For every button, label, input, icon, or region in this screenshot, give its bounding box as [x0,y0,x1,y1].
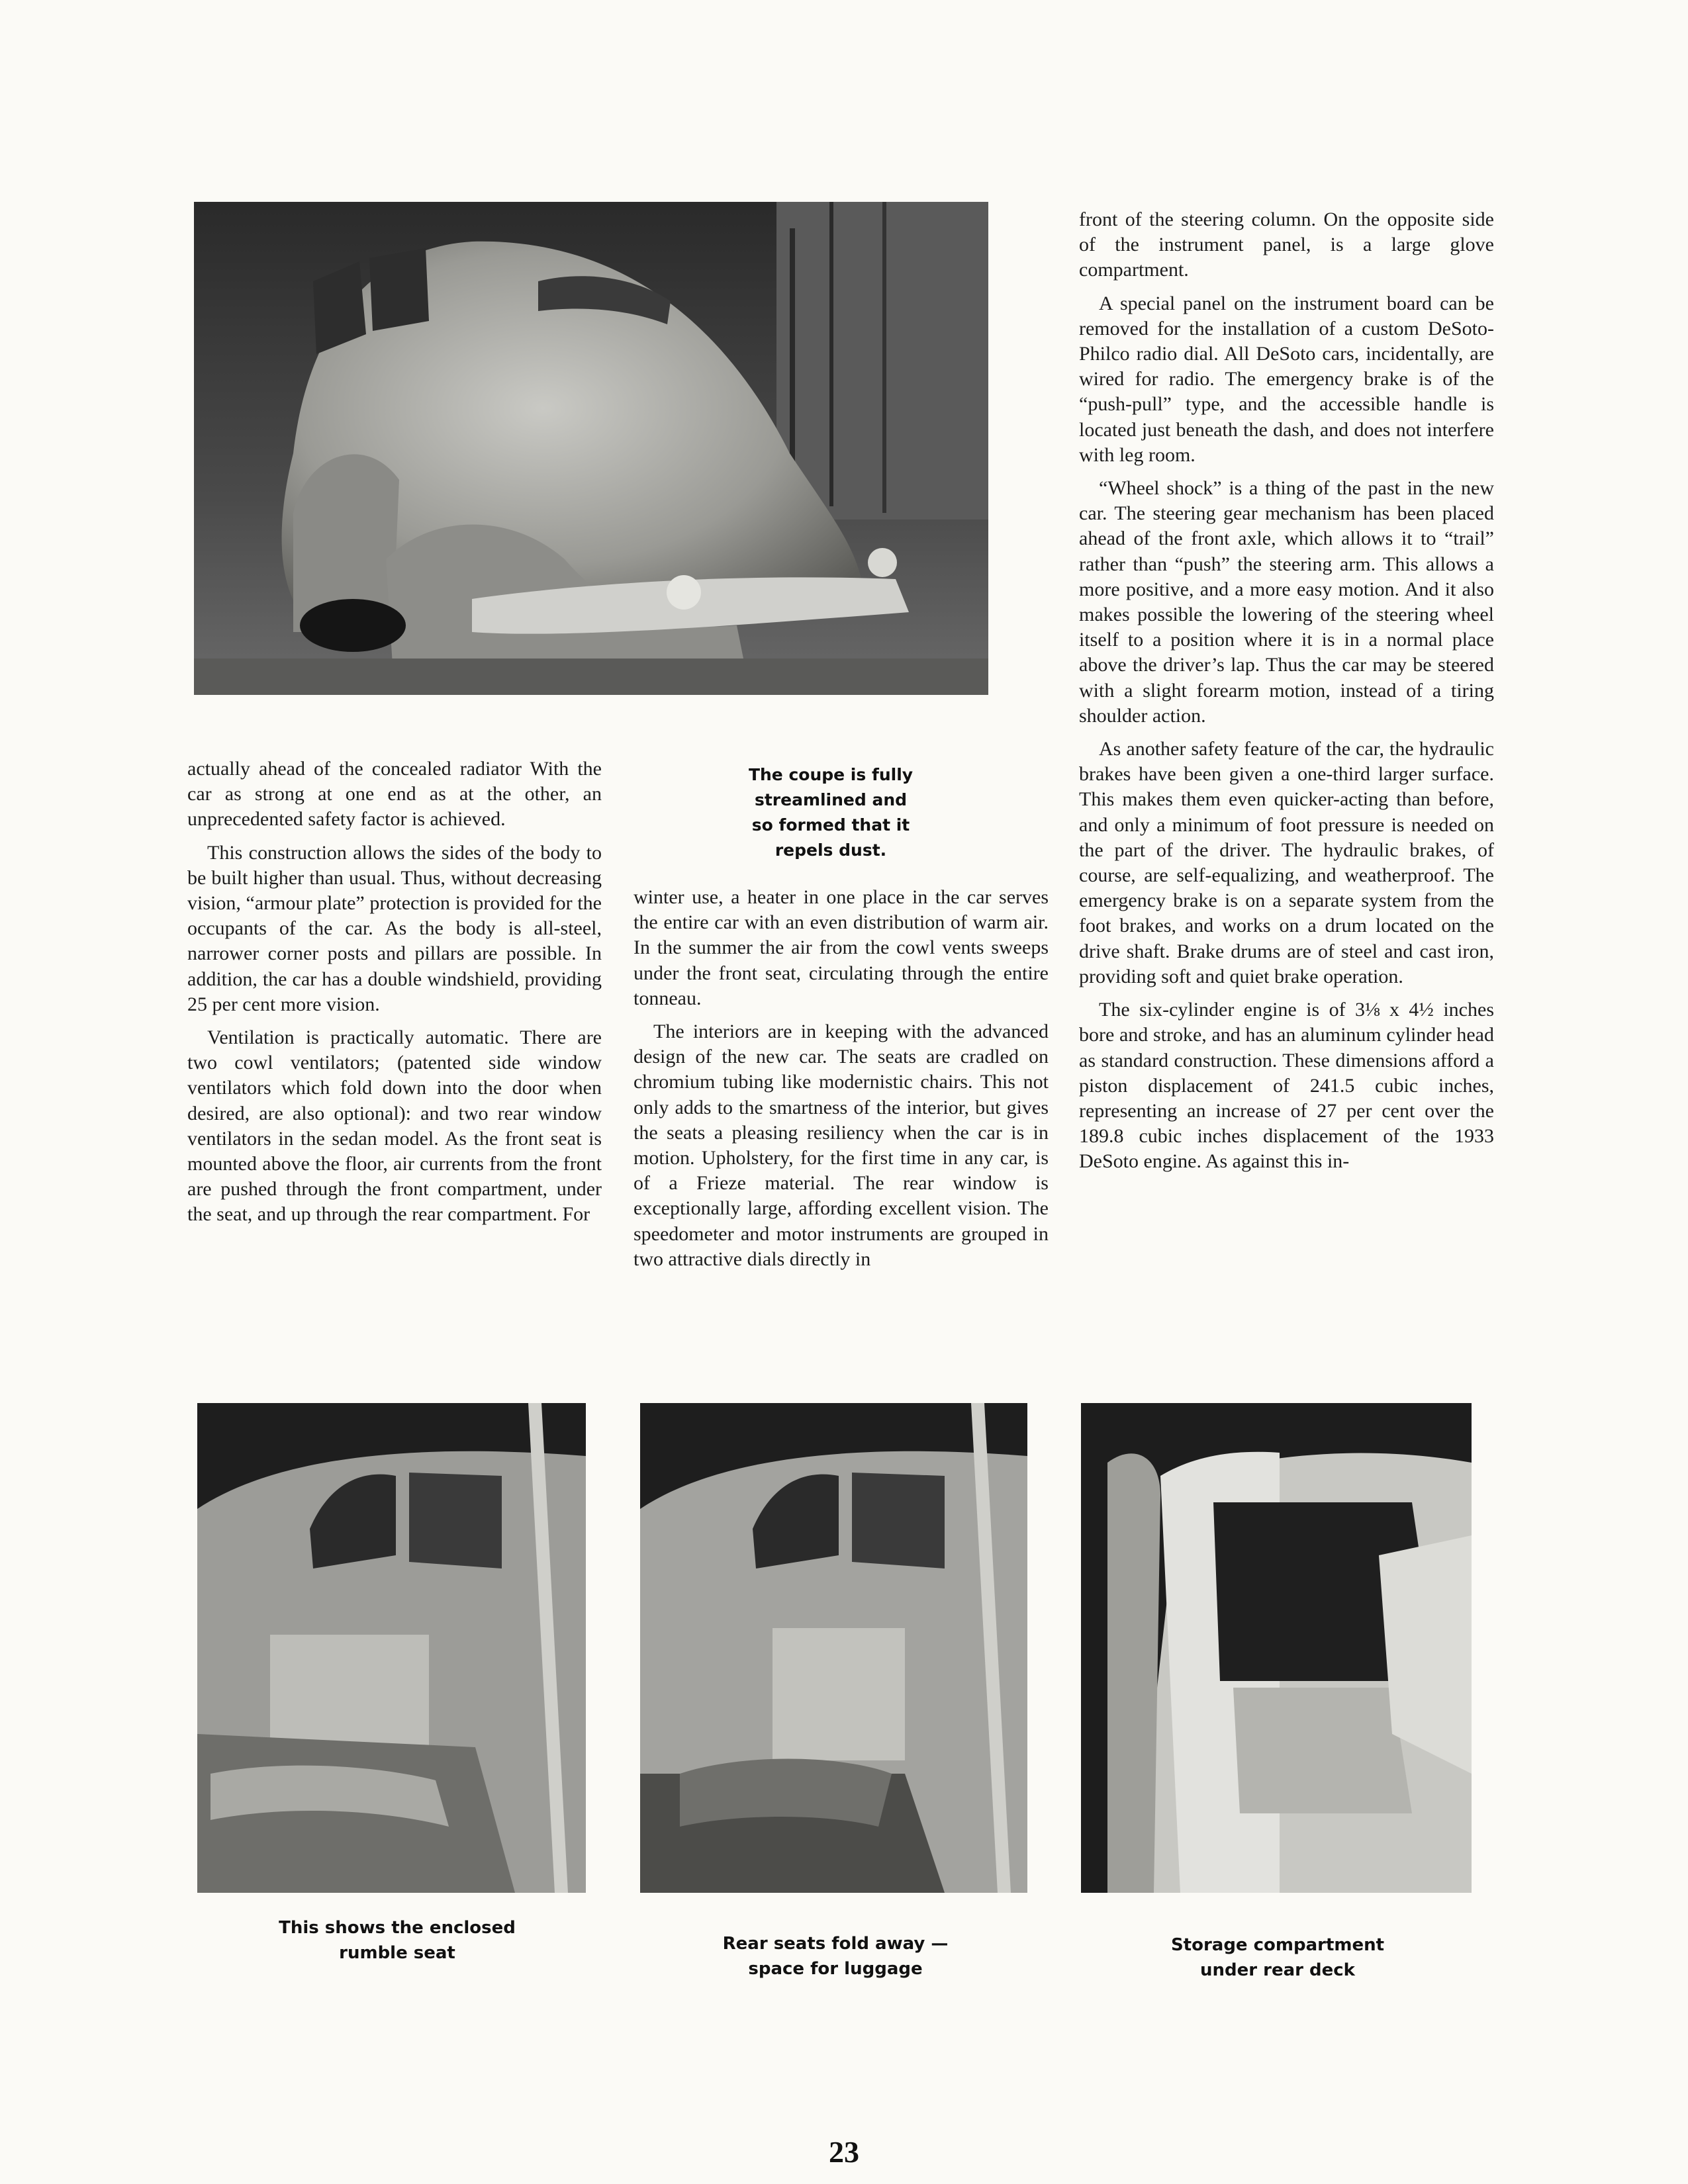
article-paragraph: A special panel on the instrument board can be removed for the installation of a custom DeSoto-Philco radio dial. All DeSoto cars, incidentally, are wired for radio. The emergency brake is of the “push-pull” type, and the accessible handle is located just beneath the dash, and does not interfere with leg room. [1079,292,1494,466]
article-column-3 [1079,207,1494,1183]
article-paragraph: This construction allows the sides of the body to be built higher than usual. Thus, without decreasing vision, “armour plate” protection is provided for the occupants of the car. As the body is all-steel, narrower corner posts and pillars are possible. In addition, the car has a double windshield, providing 25 per cent more vision. [187,841,602,1015]
article-paragraph: Ventilation is practically automatic. There are two cowl ventilators; (patented side window ventilators which fold down into the door when desired, are also optional): and two rear window ventilators in the sedan model. As the front seat is mounted above the floor, air currents from the front are pushed through the front compartment, under the seat, and up through the rear compartment. For [187,1026,602,1226]
caption-storage: Storage compartment under rear deck [1170,1935,1385,1980]
caption-coupe: The coupe is fully streamlined and so formed that it repels dust. [748,765,914,860]
article-paragraph: front of the steering column. On the opposite side of the instrument panel, is a large glove compartment. [1079,208,1494,281]
article-paragraph: “Wheel shock” is a thing of the past in the new car. The steering gear mechanism has been placed ahead of the front axle, which allows it to “trail” rather than “push” the steering arm. This allows a more positive, and a more easy motion. And it also makes possible the lowering of the steering wheel itself to a position where it is in a normal place above the driver’s lap. Thus the car may be steered with a slight forearm motion, instead of a tiring shoulder action. [1079,477,1494,727]
storage-compartment-photo [1081,1403,1472,1893]
article-paragraph: actually ahead of the concealed radiator With the car as strong at one end as at the other, an unprecedented safety factor is achieved. [187,758,602,831]
coupe-photo [194,202,988,695]
rear-seats-photo [640,1403,1027,1893]
caption-rumble-seat: This shows the enclosed rumble seat [279,1918,516,1963]
page-number: 23 [829,2135,859,2169]
article-column-2 [633,885,1049,1280]
caption-rear-seats: Rear seats fold away —space for luggage [722,1934,949,1979]
rumble-seat-photo [197,1403,586,1893]
article-column-1 [187,756,602,1236]
article-paragraph: The six-cylinder engine is of 3⅛ x 4½ inches bore and stroke, and has an aluminum cylinder head as standard construction. These dimensions afford a piston displacement of 241.5 cubic inches, representing an increase of 27 per cent over the 189.8 cubic inches displacement of the 1933 DeSoto engine. As against this in- [1079,999,1494,1173]
article-paragraph: The interiors are in keeping with the advanced design of the new car. The seats are cradled on chromium tubing like modernistic chairs. This not only adds to the smartness of the interior, but gives the seats a pleasing resiliency when the car is in motion. Upholstery, for the first time in any car, is of a Frieze material. The rear window is exceptionally large, affording excellent vision. The speedometer and motor instruments are grouped in two attractive dials directly in [633,1021,1049,1270]
article-paragraph: As another safety feature of the car, the hydraulic brakes have been given a one-third larger surface. This makes them even quicker-acting than before, and only a minimum of foot pressure is needed on the part of the driver. The hydraulic brakes, of course, are self-equalizing, and weatherproof. The emergency brake is on a separate system from the foot brakes, and works on a drum located on the drive shaft. Brake drums are of steel and cast iron, providing soft and quiet brake operation. [1079,738,1494,987]
article-paragraph: winter use, a heater in one place in the car serves the entire car with an even distribution of warm air. In the summer the air from the cowl vents sweeps under the front seat, circulating through the entire tonneau. [633,886,1049,1009]
